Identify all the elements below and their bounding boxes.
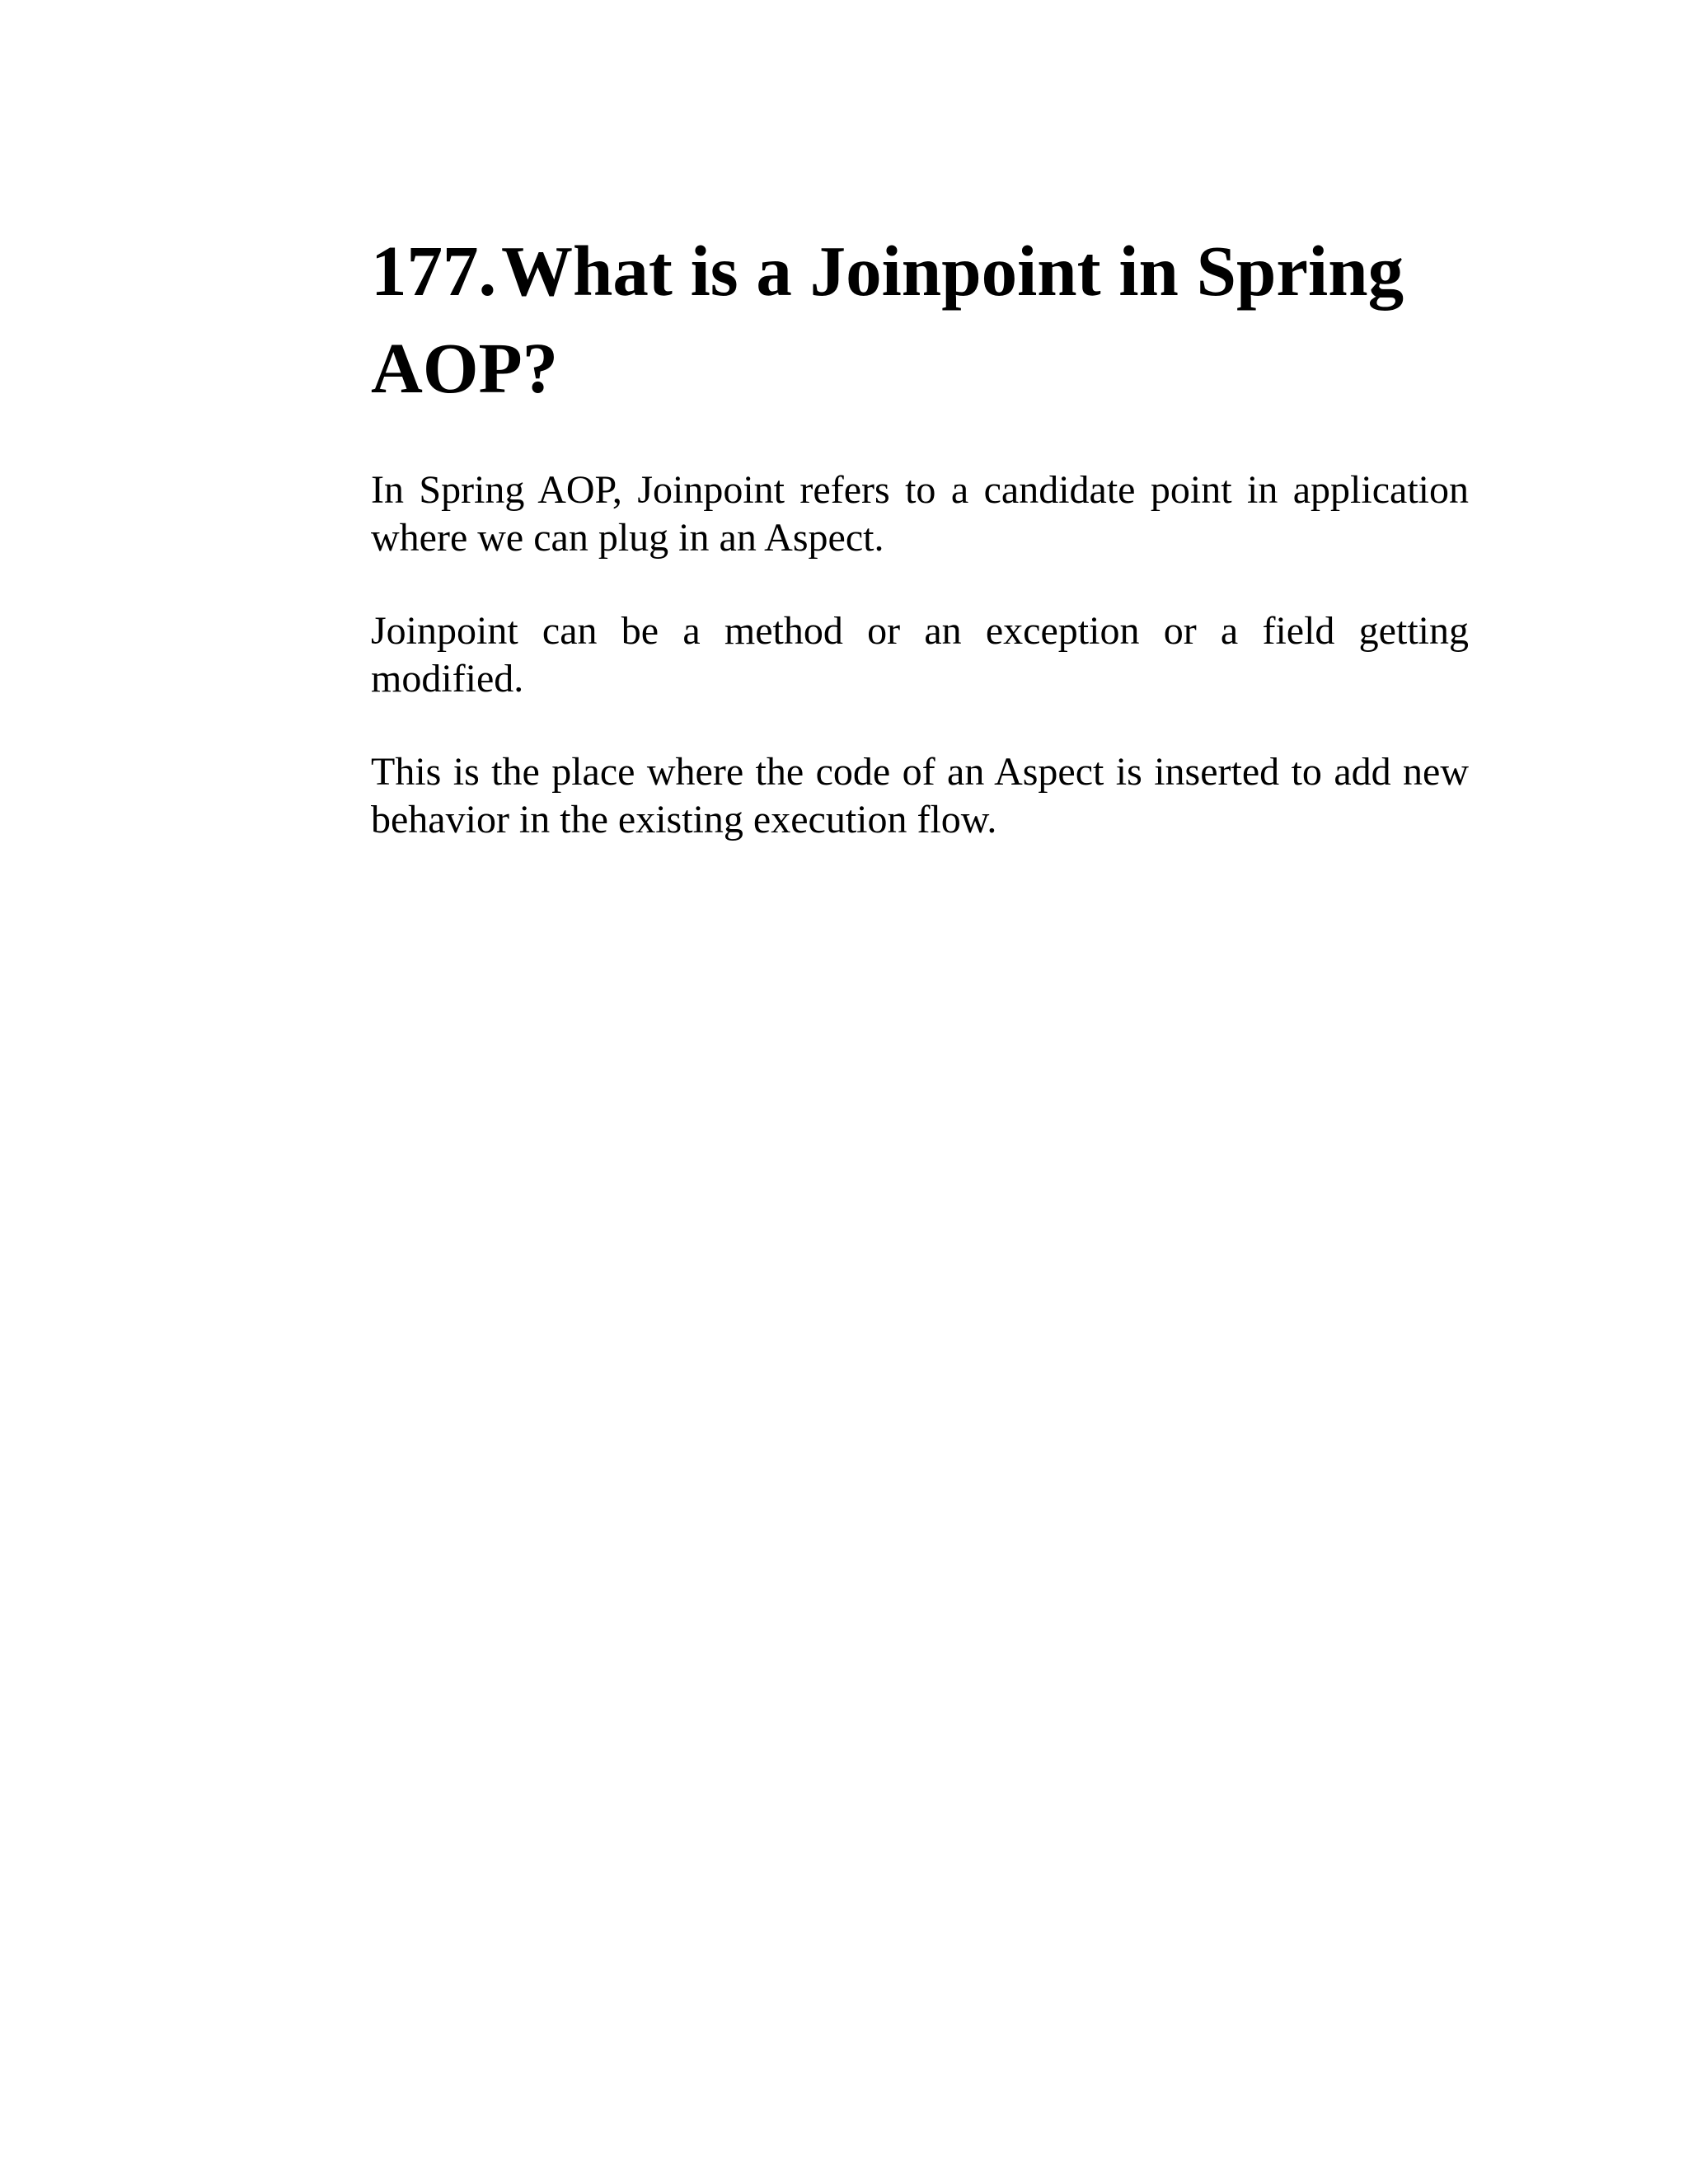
document-page xyxy=(371,223,1469,844)
paragraph-examples: Joinpoint can be a method or an exception or a field getting modified. xyxy=(371,609,1469,701)
paragraph-definition: In Spring AOP, Joinpoint refers to a candidate point in application where we can plug in an Aspect. xyxy=(371,468,1469,560)
page-title xyxy=(371,223,1469,417)
question-number: 177. xyxy=(371,231,497,311)
question-title: What is a Joinpoint in Spring AOP? xyxy=(371,231,1404,408)
paragraph-purpose: This is the place where the code of an Aspect is inserted to add new behavior in the existing execution flow. xyxy=(371,750,1469,841)
